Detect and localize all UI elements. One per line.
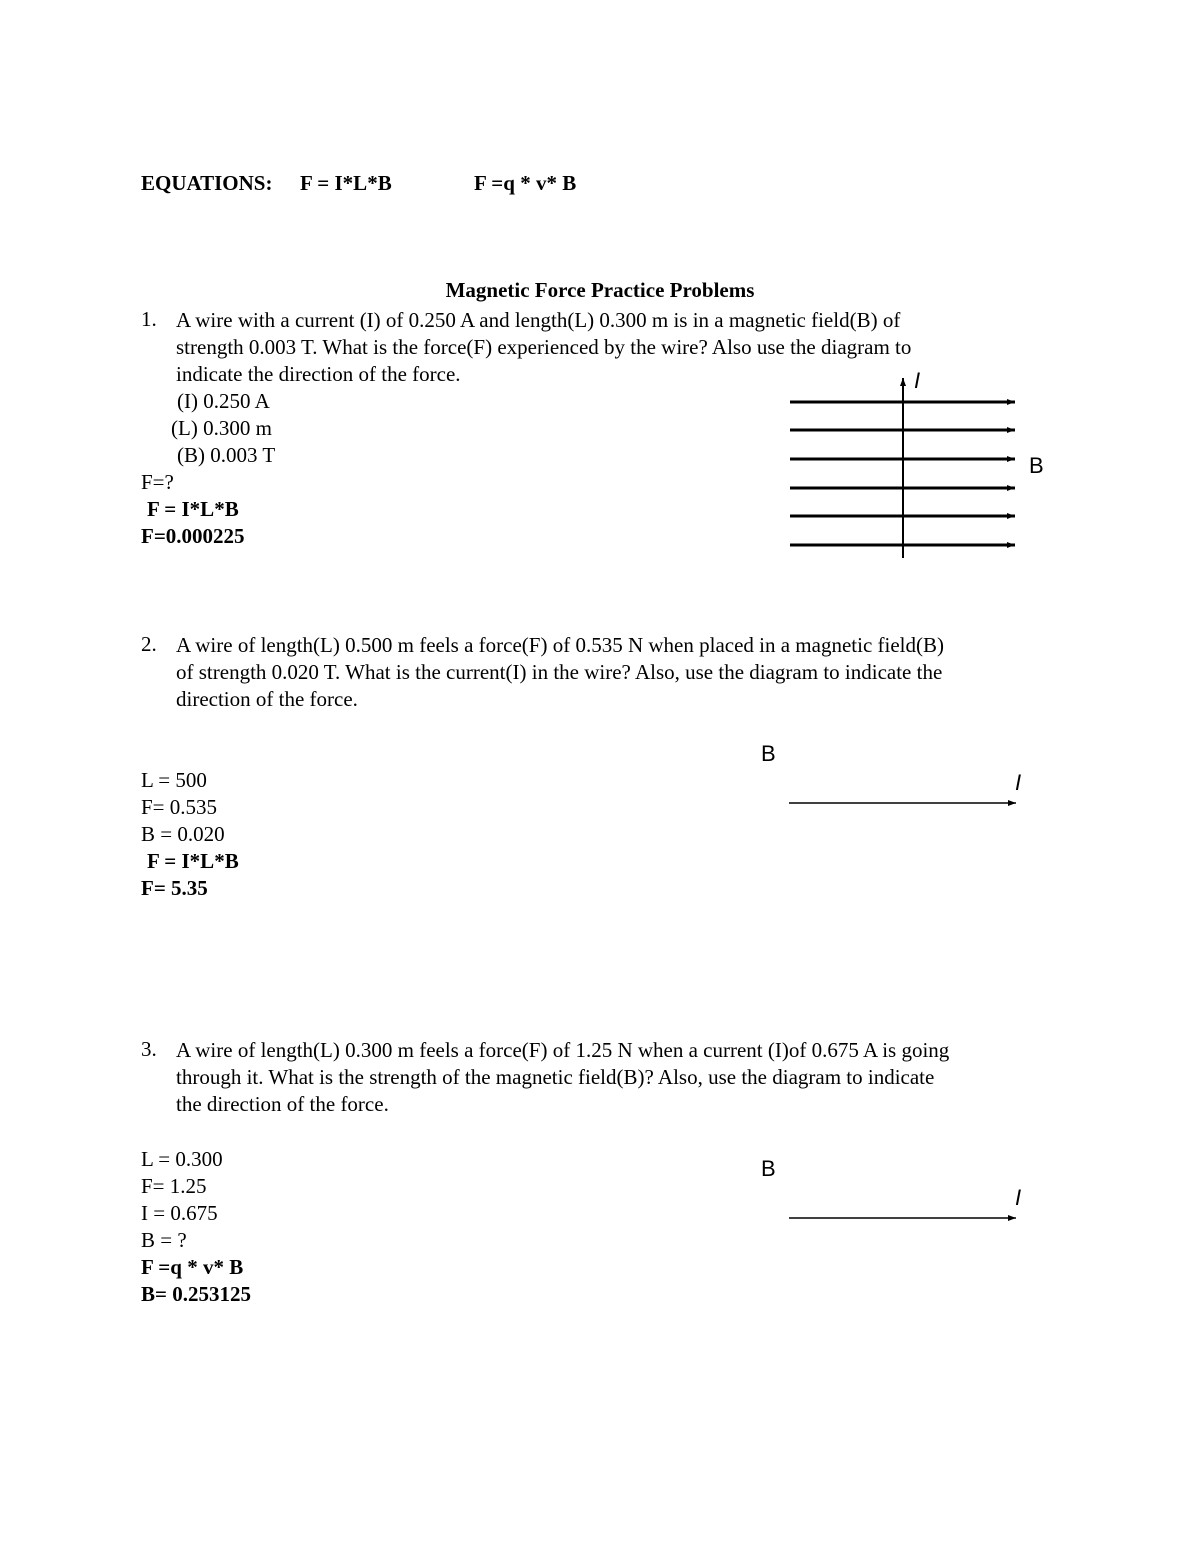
page-title: Magnetic Force Practice Problems — [445, 278, 755, 302]
problem-1-given-length: (L) 0.300 m — [171, 416, 272, 440]
problem-1-given-current: (I) 0.250 A — [177, 389, 270, 413]
problem-2-field-label: B — [761, 741, 776, 766]
problem-3-unknown: B = ? — [141, 1228, 187, 1252]
problem-1-number: 1. — [141, 307, 157, 331]
problem-2-line-1: A wire of length(L) 0.500 m feels a force(F) of 0.535 N when placed in a magnetic field(B) — [176, 633, 944, 657]
problem-1-line-2: strength 0.003 T. What is the force(F) experienced by the wire? Also use the diagram to — [176, 335, 912, 359]
problem-3-line-1: A wire of length(L) 0.300 m feels a force(F) of 1.25 N when a current (I)of 0.675 A is going — [176, 1038, 950, 1062]
problem-1-answer: F=0.000225 — [141, 524, 245, 548]
problem-3-number: 3. — [141, 1037, 157, 1061]
problem-3-field-label: B — [761, 1156, 776, 1181]
problem-3-answer: B= 0.253125 — [141, 1282, 251, 1306]
problem-3-line-2: through it. What is the strength of the magnetic field(B)? Also, use the diagram to indicate — [176, 1065, 935, 1089]
equation-force-current: F = I*L*B — [300, 171, 392, 195]
problem-1-formula: F = I*L*B — [147, 497, 239, 521]
equation-force-charge: F =q * v* B — [474, 171, 577, 195]
problem-3-current-label: I — [1015, 1185, 1022, 1210]
problem-2-formula: F = I*L*B — [147, 849, 239, 873]
problem-3-given-length: L = 0.300 — [141, 1147, 223, 1171]
problem-3-line-3: the direction of the force. — [176, 1092, 389, 1116]
problem-3-formula: F =q * v* B — [141, 1255, 244, 1279]
problem-1-field-label: B — [1029, 453, 1044, 478]
problem-2-current-label: I — [1015, 770, 1022, 795]
problem-2-line-3: direction of the force. — [176, 687, 358, 711]
problem-1-line-1: A wire with a current (I) of 0.250 A and length(L) 0.300 m is in a magnetic field(B) of — [176, 308, 901, 332]
problem-2-answer: F= 5.35 — [141, 876, 208, 900]
problem-2-given-length: L = 500 — [141, 768, 207, 792]
problem-1-given-field: (B) 0.003 T — [177, 443, 276, 467]
problem-2-given-field: B = 0.020 — [141, 822, 225, 846]
problem-1-current-label: I — [914, 368, 921, 393]
problem-1-line-3: indicate the direction of the force. — [176, 362, 461, 386]
problem-1-unknown: F=? — [141, 470, 174, 494]
problem-2-line-2: of strength 0.020 T. What is the current(I) in the wire? Also, use the diagram to indicate the — [176, 660, 943, 684]
problem-3-given-force: F= 1.25 — [141, 1174, 207, 1198]
problem-2-given-force: F= 0.535 — [141, 795, 218, 819]
equations-label: EQUATIONS: — [141, 171, 273, 195]
problem-3-given-current: I = 0.675 — [141, 1201, 218, 1225]
problem-2-number: 2. — [141, 632, 157, 656]
